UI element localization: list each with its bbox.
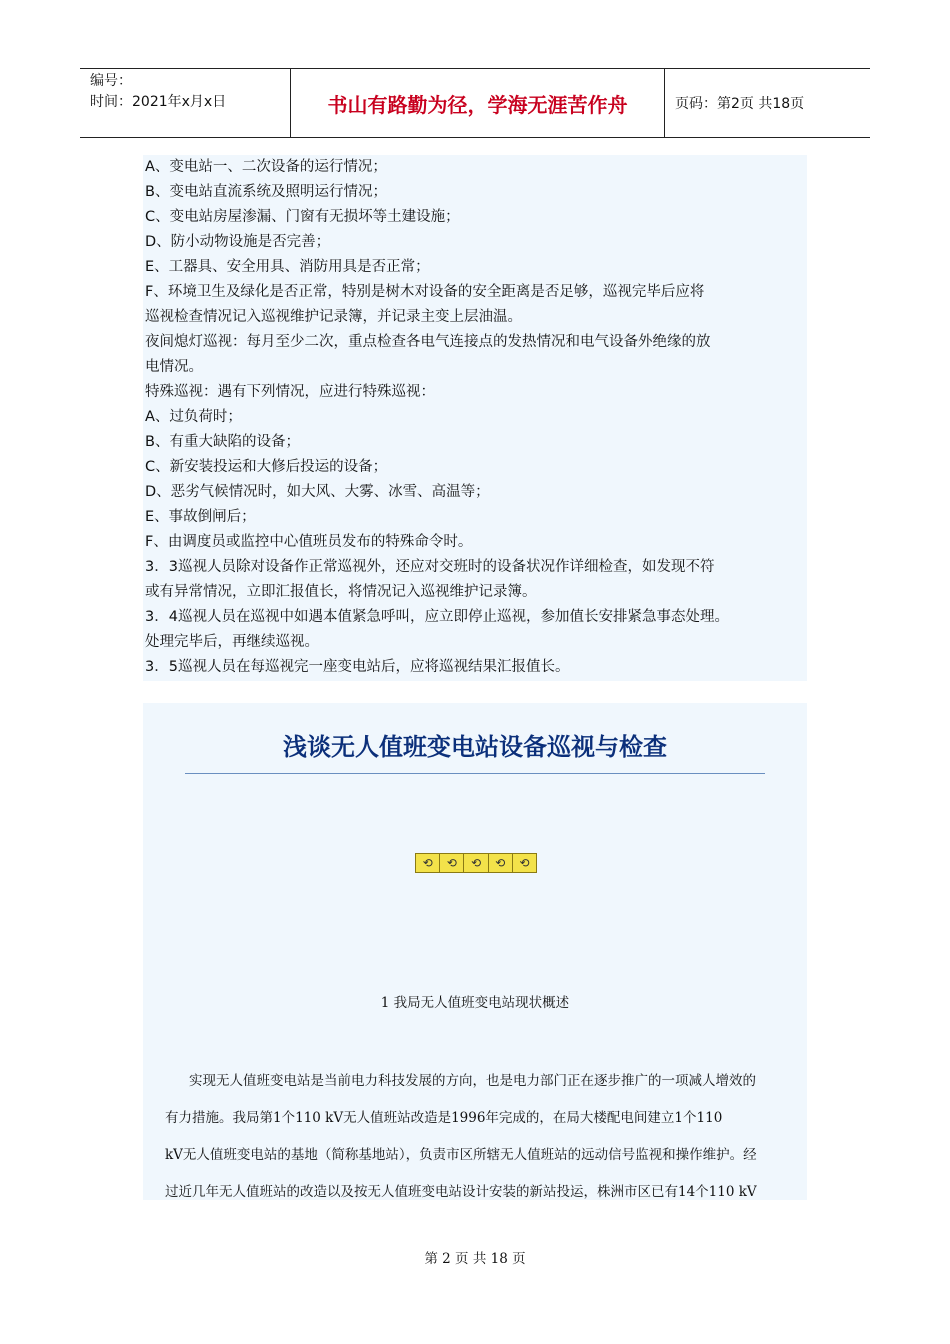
broken-image-icon: ⟲: [416, 854, 440, 872]
list-line: 电情况。: [145, 359, 203, 375]
title-divider: [185, 773, 765, 774]
list-line: C、新安装投运和大修后投运的设备；: [145, 459, 388, 475]
list-line: D、恶劣气候情况时，如大风、大雾、冰雪、高温等；: [145, 484, 490, 500]
broken-image-strip: [415, 853, 537, 873]
article-title: 浅谈无人值班变电站设备巡视与检查: [283, 733, 667, 761]
article-block: [143, 703, 807, 1200]
list-line: F、由调度员或监控中心值班员发布的特殊命令时。: [145, 534, 473, 550]
list-line: 特殊巡视：遇有下列情况，应进行特殊巡视：: [145, 384, 435, 400]
list-line: 3．5巡视人员在每巡视完一座变电站后，应将巡视结果汇报值长。: [145, 659, 570, 675]
article-paragraph: [165, 1063, 795, 1211]
time-label: 时间：2021年x月x日: [90, 94, 227, 110]
list-line: B、有重大缺陷的设备；: [145, 434, 300, 450]
paragraph-line: kV无人值班变电站的基地（简称基地站），负责市区所辖无人值班站的远动信号监视和操作维护。经: [165, 1147, 757, 1163]
list-line: F、环境卫生及绿化是否正常，特别是树木对设备的安全距离是否足够，巡视完毕后应将: [145, 284, 705, 300]
paragraph-line: 有力措施。我局第1个110 kV无人值班站改造是1996年完成的，在局大楼配电间建立1个110: [165, 1110, 723, 1126]
list-line: 3．4巡视人员在巡视中如遇本值紧急呼叫，应立即停止巡视，参加值长安排紧急事态处理。: [145, 609, 729, 625]
header-page-info: 页码：第2页 共18页: [675, 96, 805, 112]
list-line: 夜间熄灯巡视：每月至少二次，重点检查各电气连接点的发热情况和电气设备外绝缘的放: [145, 334, 711, 350]
list-line: 巡视检查情况记入巡视维护记录簿，并记录主变上层油温。: [145, 309, 522, 325]
document-header: [80, 68, 870, 138]
list-line: C、变电站房屋渗漏、门窗有无损坏等土建设施；: [145, 209, 460, 225]
inspection-list-block: [143, 155, 807, 681]
broken-image-icon: ⟲: [464, 854, 488, 872]
page-footer: 第 2 页 共 18 页: [424, 1251, 526, 1267]
list-line: D、防小动物设施是否完善；: [145, 234, 331, 250]
list-line: B、变电站直流系统及照明运行情况；: [145, 184, 387, 200]
paragraph-line: 过近几年无人值班站的改造以及按无人值班变电站设计安装的新站投运，株洲市区已有14个110 kV: [165, 1184, 757, 1200]
paragraph-line: 实现无人值班变电站是当前电力科技发展的方向，也是电力部门正在逐步推广的一项减人增效的: [189, 1073, 756, 1089]
broken-image-icon: ⟲: [489, 854, 513, 872]
section-heading: 1 我局无人值班变电站现状概述: [380, 995, 570, 1011]
list-line: A、变电站一、二次设备的运行情况；: [145, 159, 387, 175]
broken-image-icon: ⟲: [519, 856, 530, 870]
list-line: 或有异常情况，立即汇报值长，将情况记入巡视维护记录簿。: [145, 584, 537, 600]
list-line: E、工器具、安全用具、消防用具是否正常；: [145, 259, 430, 275]
list-line: A、过负荷时；: [145, 409, 242, 425]
list-line: E、事故倒闸后；: [145, 509, 256, 525]
list-line: 3．3巡视人员除对设备作正常巡视外，还应对交班时的设备状况作详细检查，如发现不符: [145, 559, 715, 575]
number-label: 编号：: [90, 73, 132, 89]
broken-image-icon: ⟲: [440, 854, 464, 872]
header-meta: [80, 69, 291, 137]
header-motto: 书山有路勤为径，学海无涯苦作舟: [291, 69, 665, 137]
list-line: 处理完毕后，再继续巡视。: [145, 634, 319, 650]
